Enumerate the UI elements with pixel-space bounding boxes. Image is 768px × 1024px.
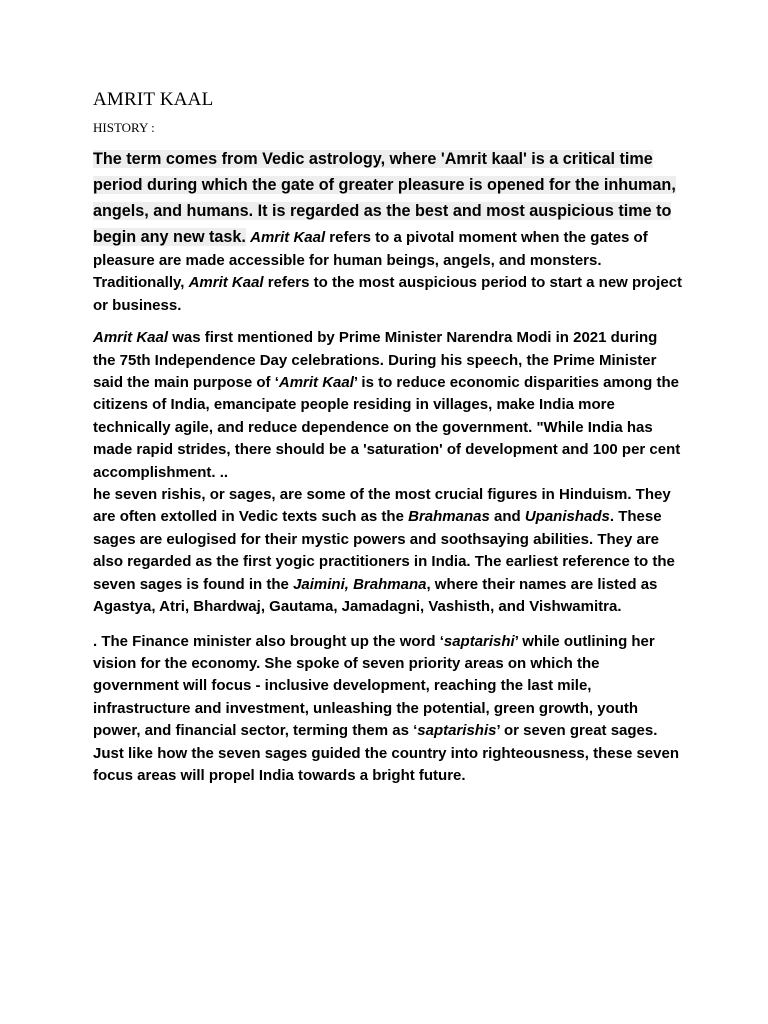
paragraph-text: , where their names are listed as Agastya, Atri, Bhardwaj, Gautama, Jamadagni, Vashisth, and Vishwamitra. <box>93 575 658 616</box>
paragraph-text: and <box>489 508 525 526</box>
italic-term: saptarishis <box>417 722 497 740</box>
paragraph-text: ’ while outlining her vision for the economy. She spoke of seven priority areas on which the government will focus - inclusive development, reaching the last mile, infrastructure and investment, unleashing the potential, green growth, youth power, and financial sector, terming them as ‘ <box>93 632 655 740</box>
italic-term: Amrit Kaal <box>93 329 169 347</box>
paragraph-seven-rishis <box>93 484 683 618</box>
highlighted-text: The term comes from Vedic astrology, where 'Amrit kaal' is a critical time period during which the gate of greater pleasure is opened for the inhuman, angels, and humans. It is regarded as the best and most auspicious time to begin any new task. <box>93 150 676 246</box>
italic-term: Amrit Kaal <box>278 374 354 392</box>
italic-term: Brahmanas <box>408 508 490 526</box>
italic-term: Amrit Kaal <box>188 274 264 292</box>
paragraph-text: . These sages are eulogised for their mystic powers and soothsaying abilities. They are also regarded as the first yogic practitioners in India. The earliest reference to the seven sages is found in the <box>93 508 675 593</box>
paragraph-text: was first mentioned by Prime Minister Narendra Modi in 2021 during the 75th Independence Day celebrations. During his speech, the Prime Minister said the main purpose of ‘ <box>93 329 658 392</box>
paragraph-text: ’ is to reduce economic disparities among the citizens of India, emancipate people residing in villages, make India more technically agile, and reduce dependence on the government. "While India has made rapid strides, there should be a 'saturation' of development and 100 per cent accomplishment. .. <box>93 374 681 481</box>
paragraph-text: he seven rishis, or sages, are some of the most crucial figures in Hinduism. They are often extolled in Vedic texts such as the <box>93 486 671 526</box>
document-subtitle: HISTORY : <box>93 120 155 135</box>
italic-term: Upanishads <box>524 508 610 526</box>
italic-term: Amrit Kaal <box>250 229 326 246</box>
italic-term: Jaimini, Brahmana <box>293 575 427 593</box>
italic-term: saptarishi <box>443 632 515 650</box>
document-title: AMRIT KAAL <box>93 89 214 110</box>
document-page <box>93 88 683 787</box>
paragraph-text: . The Finance minister also brought up the word ‘ <box>93 632 444 650</box>
paragraph-finance-minister <box>93 631 683 788</box>
paragraph-text: refers to the most auspicious period to start a new project or business. <box>93 274 683 314</box>
paragraph-modi-mention <box>93 327 683 484</box>
paragraph-amrit-kaal-definition <box>93 146 683 317</box>
paragraph-text: ’ or seven great sages. Just like how the seven sages guided the country into righteousness, these seven focus areas will propel India towards a bright future. <box>93 722 679 784</box>
paragraph-text: refers to a pivotal moment when the gates of pleasure are made accessible for human beings, angels, and monsters. Traditionally, <box>93 229 648 292</box>
